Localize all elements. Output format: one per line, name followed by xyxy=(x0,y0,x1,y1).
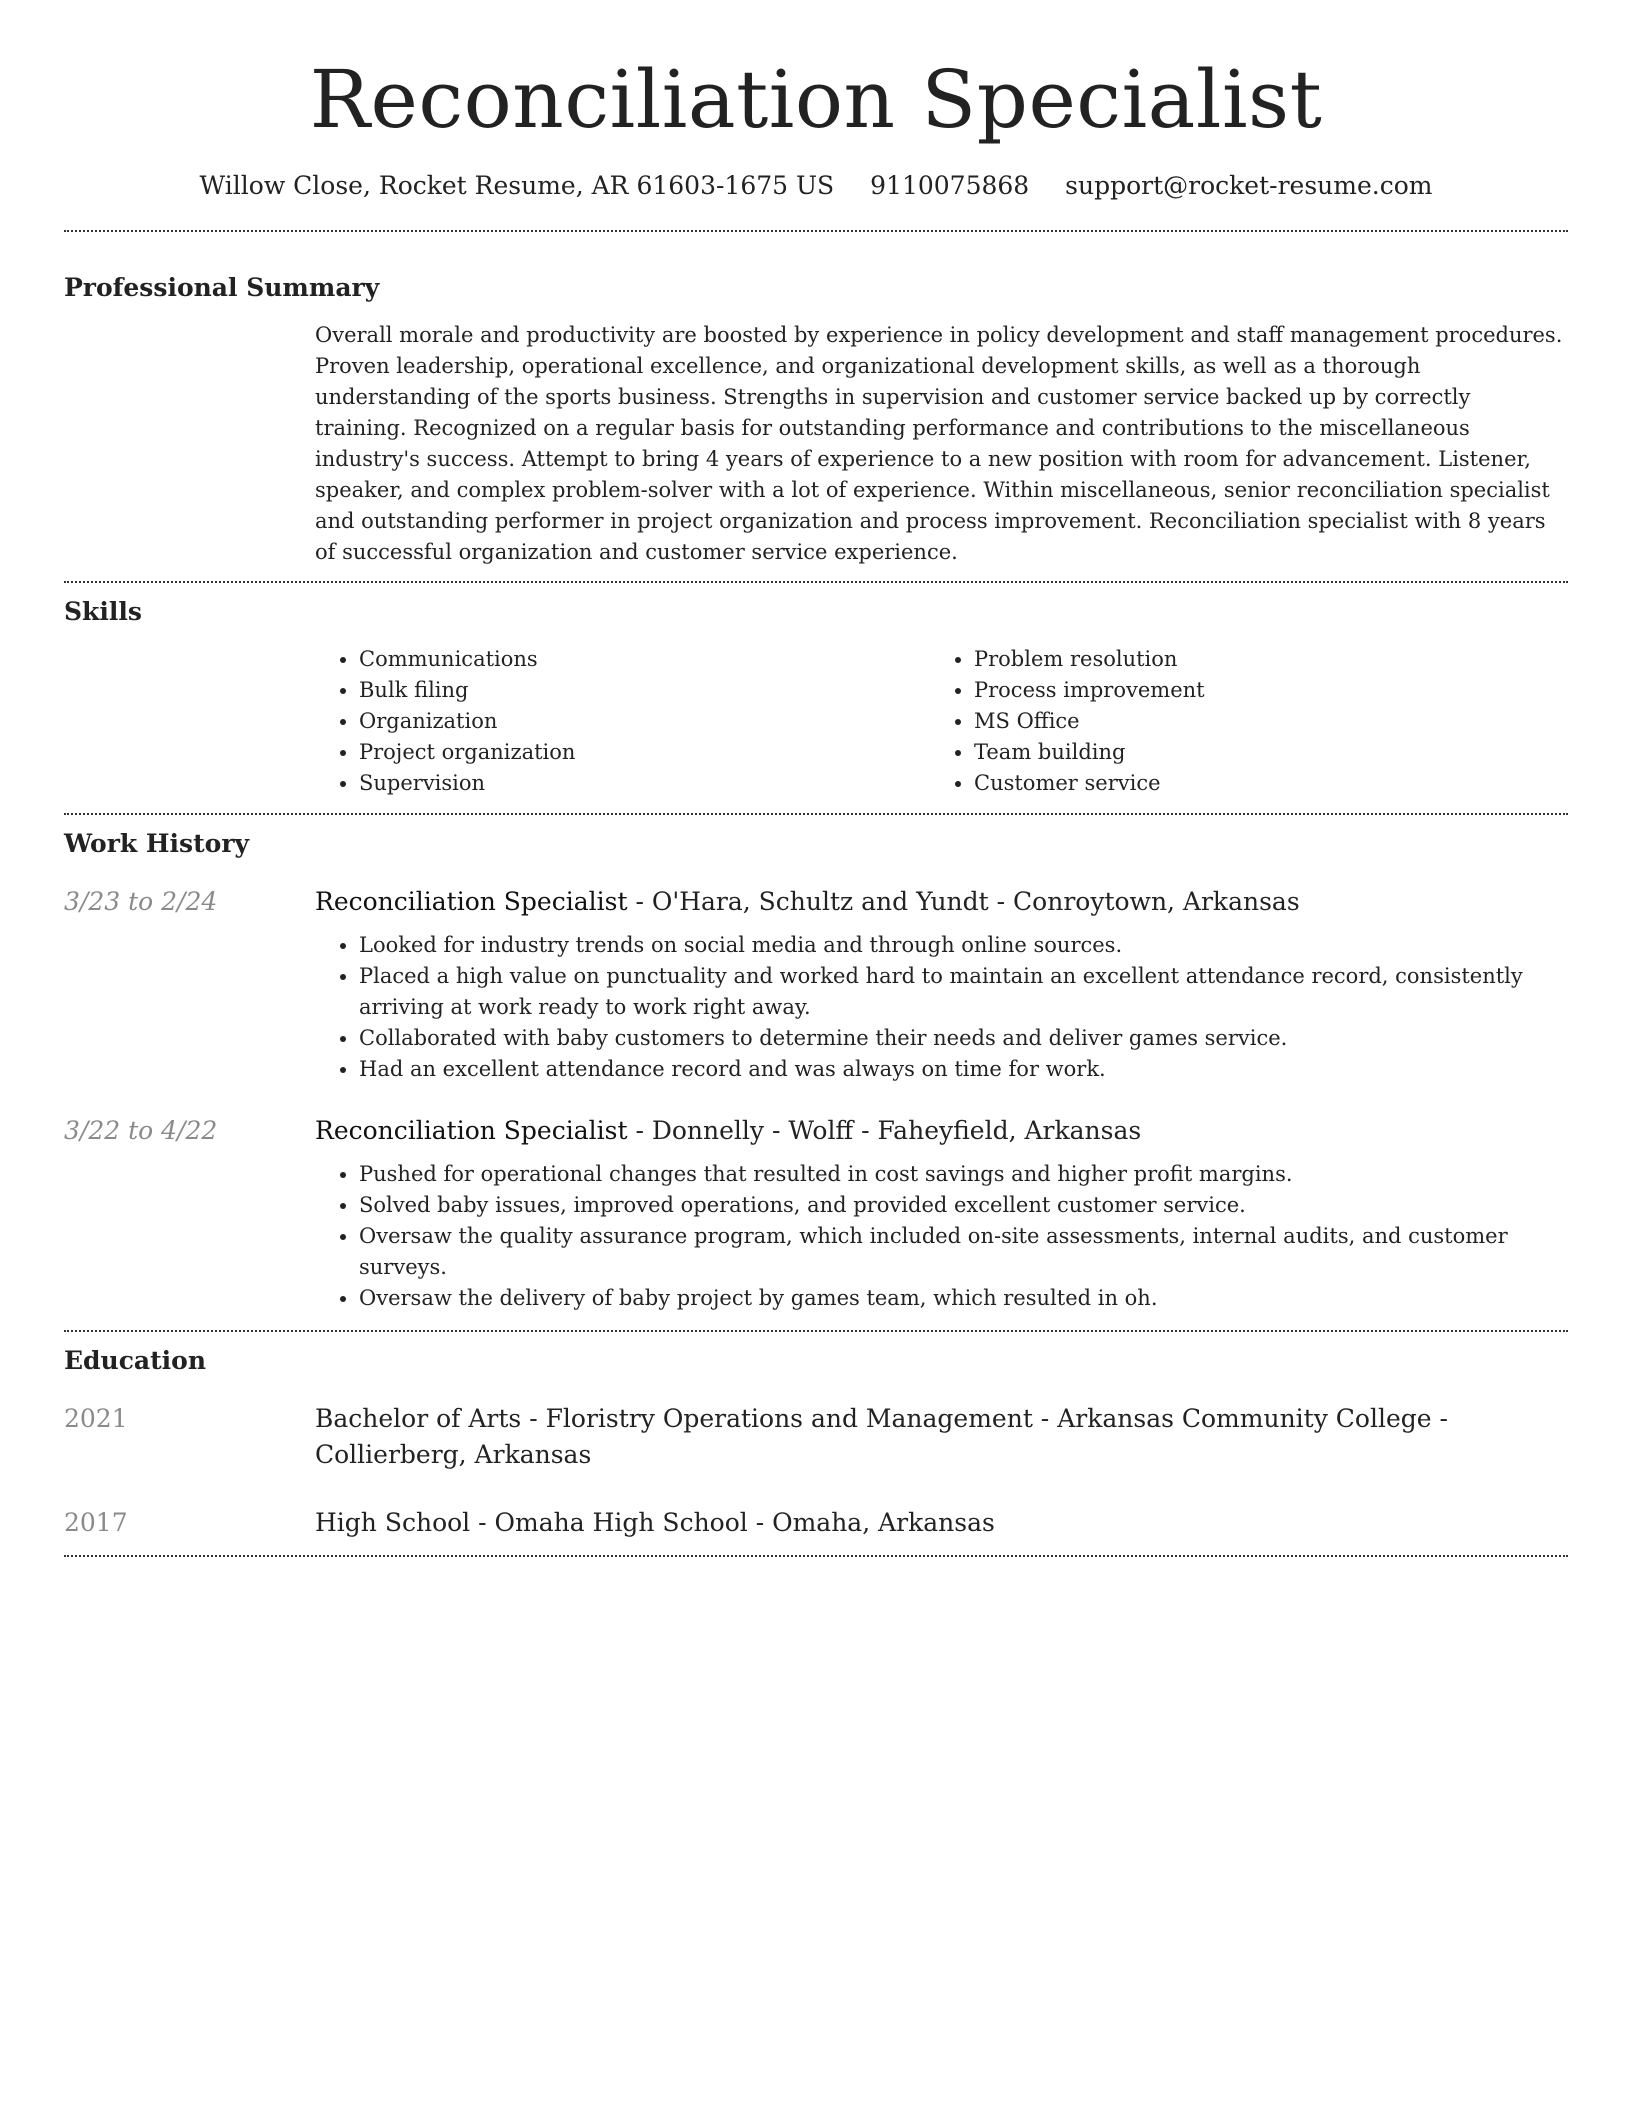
job-dates: 3/22 to 4/22 xyxy=(64,1116,218,1145)
job-title-line xyxy=(315,1113,1141,1149)
skills-column-left xyxy=(315,644,930,799)
education-degree: Bachelor of Arts - Floristry Operations and Management xyxy=(315,1404,1033,1433)
job-bullet: • Solved baby issues, improved operations, and provided excellent customer service. xyxy=(359,1190,1568,1221)
section-divider xyxy=(64,581,1568,583)
resume-name: Reconciliation Specialist xyxy=(309,53,1323,146)
skill-item: • Bulk filing xyxy=(359,675,930,706)
summary-heading: Professional Summary xyxy=(64,273,380,302)
job-header xyxy=(64,884,1568,920)
skills-section xyxy=(64,594,1568,799)
job-bullet: • Collaborated with baby customers to determine their needs and deliver games service. xyxy=(359,1023,1568,1054)
job-entry xyxy=(64,1113,1568,1314)
section-divider xyxy=(64,1555,1568,1557)
contact-email: support@rocket-resume.com xyxy=(1065,171,1433,200)
job-title: Reconciliation Specialist xyxy=(315,887,628,916)
section-divider xyxy=(64,230,1568,232)
contact-line xyxy=(64,168,1568,204)
job-title: Reconciliation Specialist xyxy=(315,1116,628,1145)
education-section xyxy=(64,1343,1568,1541)
skill-item: • Customer service xyxy=(974,768,1545,799)
job-employer: - Donnelly - Wolff - Faheyfield, Arkansas xyxy=(627,1116,1142,1145)
work-history-heading: Work History xyxy=(64,829,250,858)
job-bullets xyxy=(315,1159,1568,1314)
education-school: - Omaha High School - Omaha, Arkansas xyxy=(470,1508,995,1537)
job-bullets xyxy=(315,930,1568,1085)
skills-column-right xyxy=(930,644,1545,799)
skills-list xyxy=(315,644,1568,799)
skill-item: • Supervision xyxy=(359,768,930,799)
job-dates: 3/23 to 2/24 xyxy=(64,887,218,916)
skill-item: • Communications xyxy=(359,644,930,675)
education-school: - Arkansas Community College - Collierberg, Arkansas xyxy=(315,1404,1448,1469)
skill-item: • Project organization xyxy=(359,737,930,768)
job-bullet: • Oversaw the delivery of baby project by games team, which resulted in oh. xyxy=(359,1283,1568,1314)
education-degree: High School xyxy=(315,1508,471,1537)
summary-section xyxy=(64,270,1568,568)
skills-heading: Skills xyxy=(64,597,142,626)
skill-item: • Process improvement xyxy=(974,675,1545,706)
skill-item: • Organization xyxy=(359,706,930,737)
job-entry xyxy=(64,884,1568,1085)
work-history-section xyxy=(64,826,1568,1314)
contact-phone: 9110075868 xyxy=(870,171,1030,200)
education-title-line xyxy=(315,1401,1568,1473)
education-entry xyxy=(64,1505,1568,1541)
job-employer: - O'Hara, Schultz and Yundt - Conroytown, Arkansas xyxy=(627,887,1300,916)
education-entry xyxy=(64,1401,1568,1473)
job-bullet: • Oversaw the quality assurance program, which included on-site assessments, internal audits, and customer surveys. xyxy=(359,1221,1568,1283)
job-bullet: • Had an excellent attendance record and was always on time for work. xyxy=(359,1054,1568,1085)
job-header xyxy=(64,1113,1568,1149)
skill-item: • Team building xyxy=(974,737,1545,768)
summary-text: Overall morale and productivity are boosted by experience in policy development and staff management procedures. Proven leadership, operational excellence, and organizational development skills, as well as a thorough understanding of the sports business. Strengths in supervision and customer service backed up by correctly training. Recognized on a regular basis for outstanding performance and contributions to the miscellaneous industry's success. Attempt to bring 4 years of experience to a new position with room for advancement. Listener, speaker, and complex problem-solver with a lot of experience. Within miscellaneous, senior reconciliation specialist and outstanding performer in project organization and process improvement. Reconciliation specialist with 8 years of successful organization and customer service experience. xyxy=(315,323,1563,564)
job-bullet: • Placed a high value on punctuality and worked hard to maintain an excellent attendance record, consistently arriving at work ready to work right away. xyxy=(359,961,1568,1023)
education-year: 2017 xyxy=(64,1508,128,1537)
job-bullet: • Looked for industry trends on social media and through online sources. xyxy=(359,930,1568,961)
section-divider xyxy=(64,813,1568,815)
summary-content xyxy=(315,320,1568,568)
section-divider xyxy=(64,1330,1568,1332)
education-year: 2021 xyxy=(64,1404,128,1433)
resume-page xyxy=(64,0,1568,1557)
education-title-line xyxy=(315,1505,995,1541)
job-bullet: • Pushed for operational changes that resulted in cost savings and higher profit margins. xyxy=(359,1159,1568,1190)
education-heading: Education xyxy=(64,1346,207,1375)
skill-item: • Problem resolution xyxy=(974,644,1545,675)
job-title-line xyxy=(315,884,1300,920)
contact-address: Willow Close, Rocket Resume, AR 61603-1675 US xyxy=(199,171,835,200)
skill-item: • MS Office xyxy=(974,706,1545,737)
